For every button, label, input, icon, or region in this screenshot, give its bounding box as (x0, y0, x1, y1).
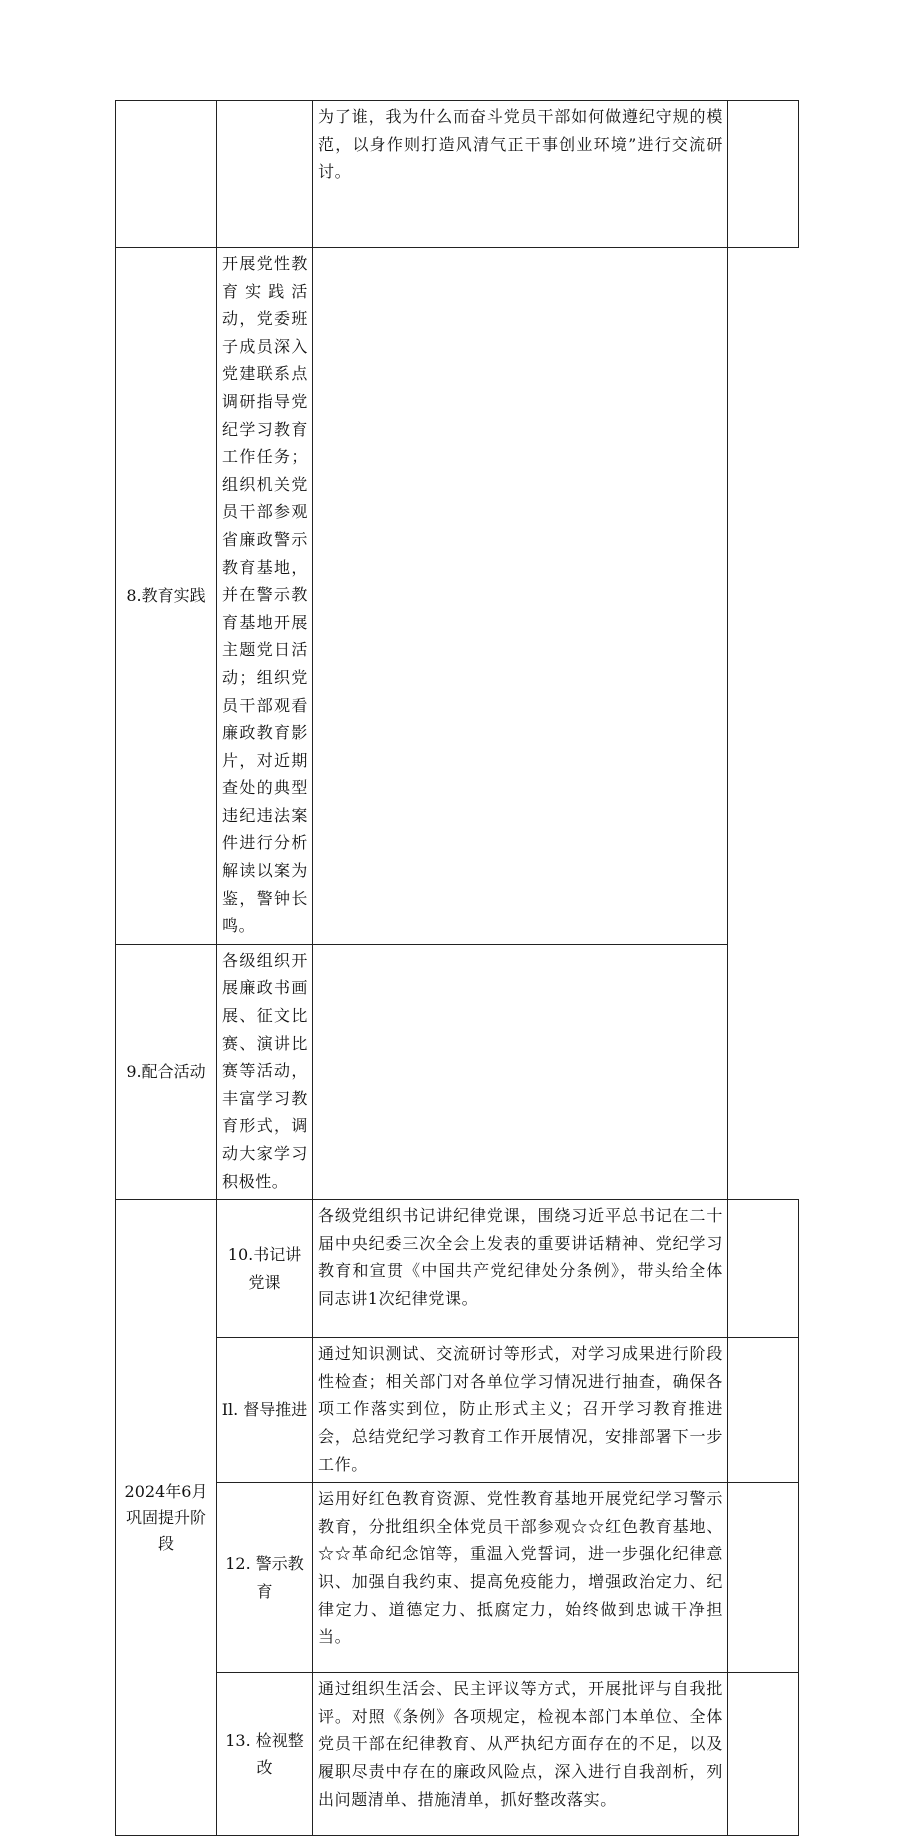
remark-cell (728, 1200, 799, 1338)
item-cell: 8.教育实践 (116, 248, 217, 945)
remark-cell (728, 1483, 799, 1673)
remark-cell (313, 248, 728, 945)
remark-cell (313, 944, 728, 1199)
item-cell: 12. 警示教 育 (217, 1483, 313, 1673)
table-row (116, 101, 799, 248)
table-row (116, 1200, 799, 1338)
remark-cell (728, 1673, 799, 1836)
plan-table (115, 100, 799, 1836)
item-cell: Il. 督导推进 (217, 1338, 313, 1483)
content-cell: 为了谁，我为什么而奋斗党员干部如何做遵纪守规的模范，以身作则打造风清气正干事创业环境”进行交流研讨。 (313, 101, 728, 248)
content-cell: 各级组织开展廉政书画展、征文比赛、演讲比赛等活动，丰富学习教育形式，调动大家学习积极性。 (217, 944, 313, 1199)
item-cell: 9.配合活动 (116, 944, 217, 1199)
item-cell: 13. 检视整 改 (217, 1673, 313, 1836)
item-cell: 10.书记讲 党课 (217, 1200, 313, 1338)
phase-cell: 2024年6月 巩固提升阶 段 (116, 1200, 217, 1836)
item-cell (217, 101, 313, 248)
table-row (116, 1673, 799, 1836)
phase-cell (116, 101, 217, 248)
table-row (116, 248, 799, 945)
table-row (116, 1338, 799, 1483)
remark-cell (728, 1338, 799, 1483)
table-row (116, 944, 799, 1199)
content-cell: 通过知识测试、交流研讨等形式，对学习成果进行阶段性检查；相关部门对各单位学习情况进行抽查，确保各项工作落实到位，防止形式主义；召开学习教育推进会，总结党纪学习教育工作开展情况，安排部署下一步工作。 (313, 1338, 728, 1483)
content-cell: 通过组织生活会、民主评议等方式，开展批评与自我批评。对照《条例》各项规定，检视本部门本单位、全体党员干部在纪律教育、从严执纪方面存在的不足，以及履职尽责中存在的廉政风险点，深入进行自我剖析，列出问题清单、措施清单，抓好整改落实。 (313, 1673, 728, 1836)
content-cell: 各级党组织书记讲纪律党课，围绕习近平总书记在二十届中央纪委三次全会上发表的重要讲话精神、党纪学习教育和宣贯《中国共产党纪律处分条例》，带头给全体同志讲1次纪律党课。 (313, 1200, 728, 1338)
table-row (116, 1483, 799, 1673)
content-cell: 运用好红色教育资源、党性教育基地开展党纪学习警示教育，分批组织全体党员干部参观☆☆红色教育基地、☆☆革命纪念馆等，重温入党誓词，进一步强化纪律意识、加强自我约束、提高免疫能力，增强政治定力、纪律定力、道德定力、抵腐定力，始终做到忠诚干净担当。 (313, 1483, 728, 1673)
remark-cell (728, 101, 799, 248)
content-cell: 开展党性教育实践活动，党委班子成员深入党建联系点调研指导党纪学习教育工作任务；组织机关党员干部参观省廉政警示教育基地，并在警示教育基地开展主题党日活动；组织党员干部观看廉政教育影片，对近期查处的典型违纪违法案件进行分析解读以案为鉴，警钟长鸣。 (217, 248, 313, 945)
